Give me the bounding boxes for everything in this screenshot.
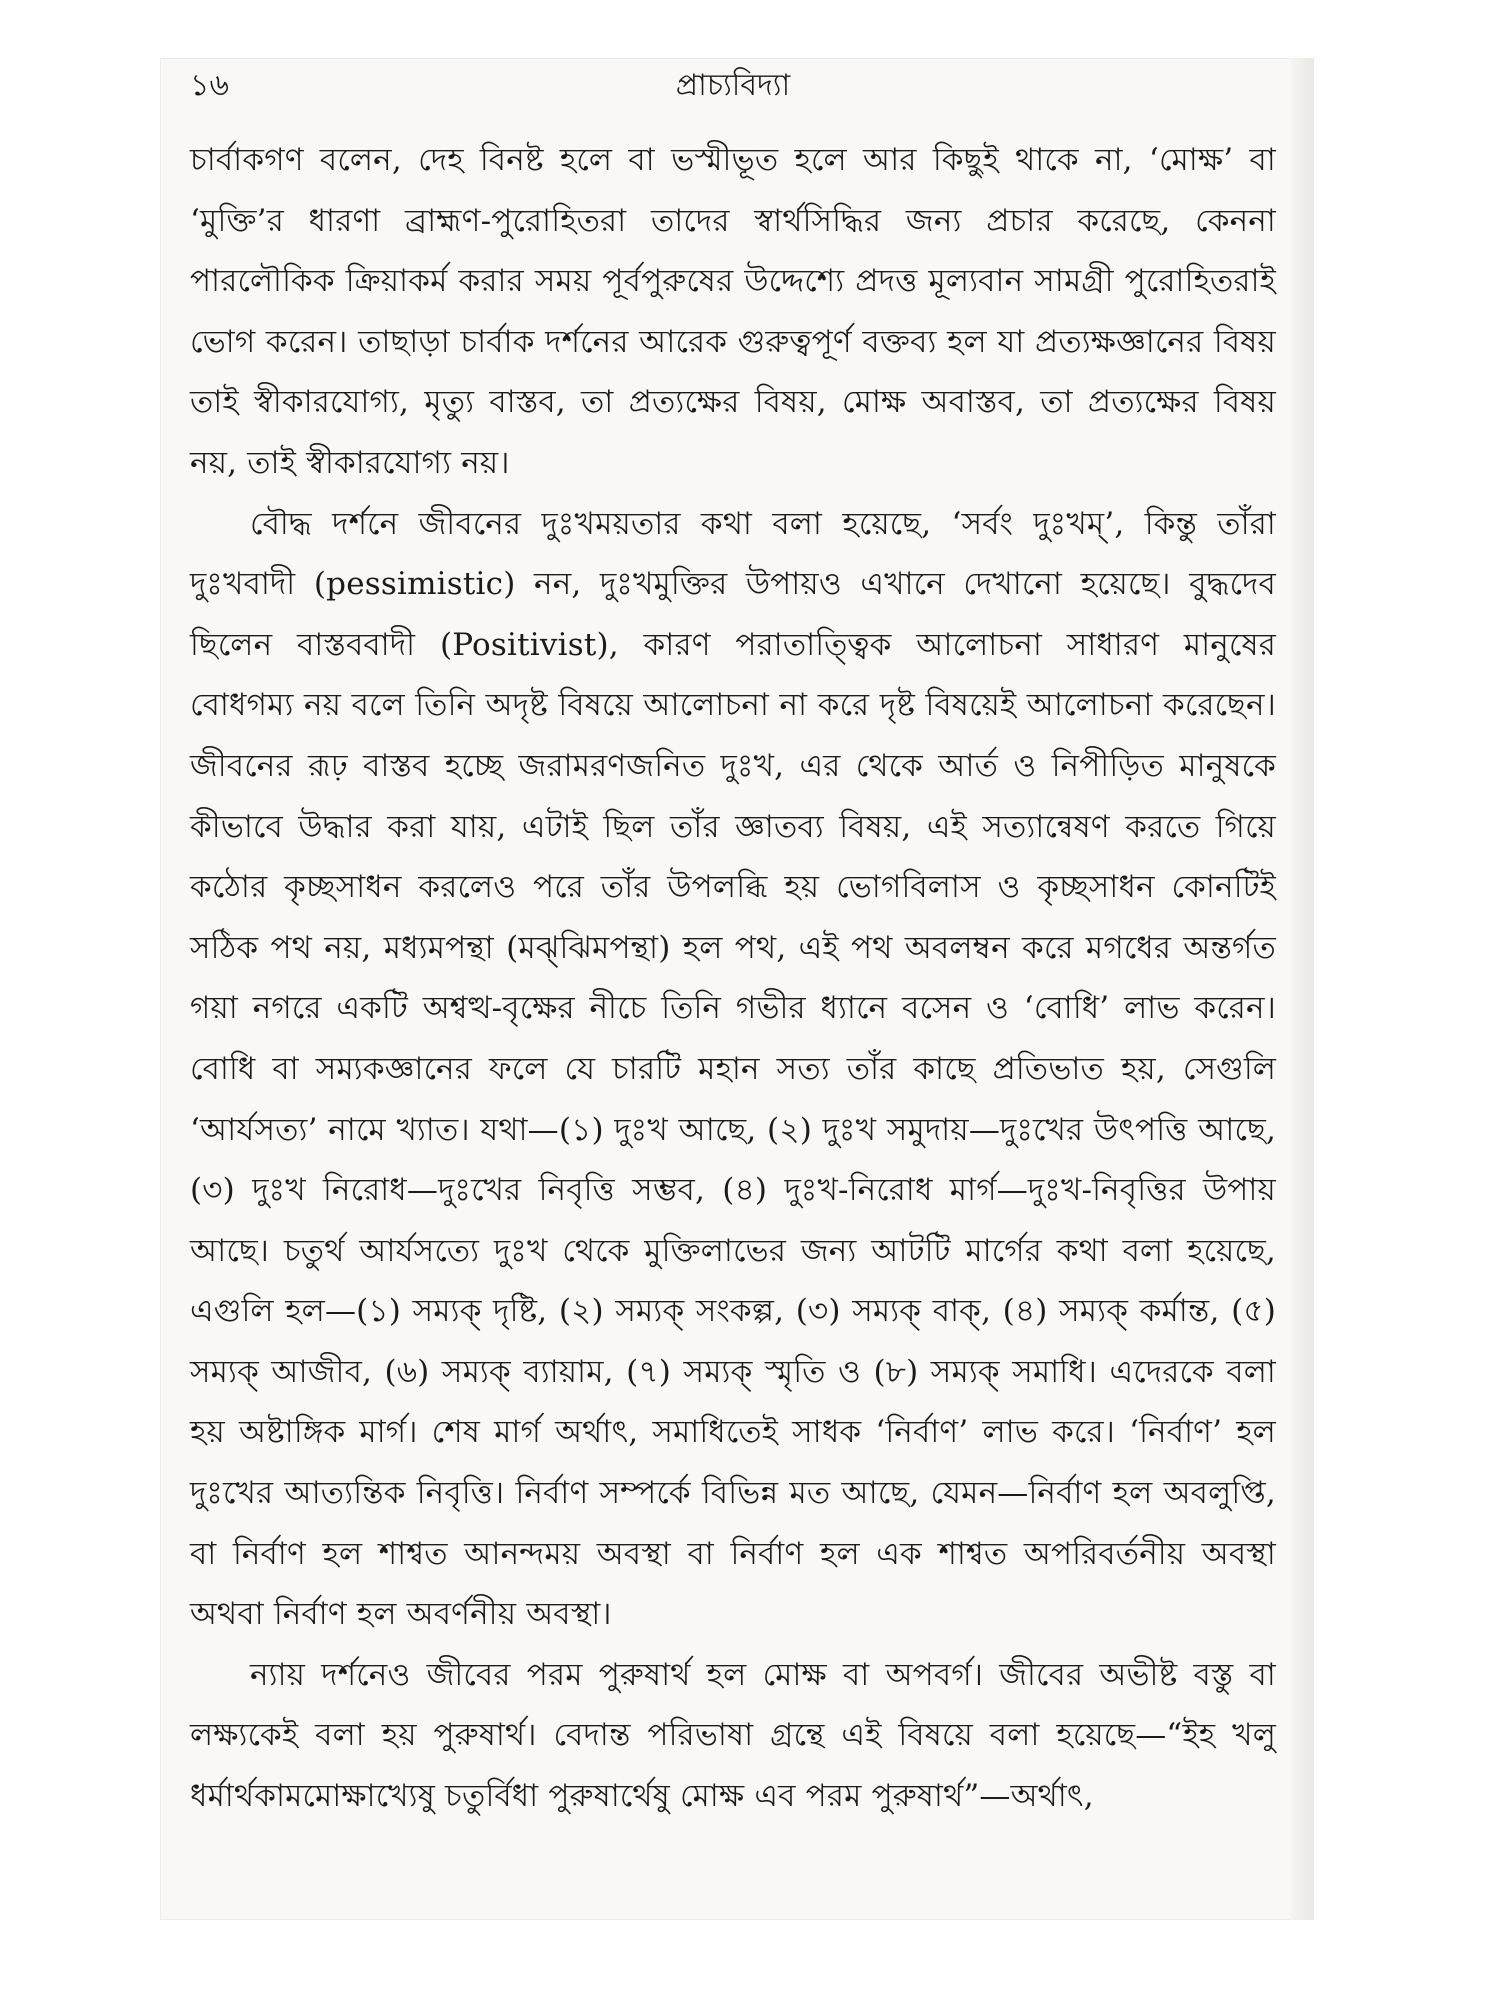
page-header — [190, 64, 1276, 108]
paragraph-charvaka: চার্বাকগণ বলেন, দেহ বিনষ্ট হলে বা ভস্মীভূত হলে আর কিছুই থাকে না, ‘মোক্ষ’ বা ‘মুক্তি’র ধারণা ব্রাহ্মণ-পুরোহিতরা তাদের স্বার্থসিদ্ধির জন্য প্রচার করেছে, কেননা পারলৌকিক ক্রিয়াকর্ম করার সময় পূর্বপুরুষের উদ্দেশ্যে প্রদত্ত মূল্যবান সামগ্রী পুরোহিতরাই ভোগ করেন। তাছাড়া চার্বাক দর্শনের আরেক গুরুত্বপূর্ণ বক্তব্য হল যা প্রত্যক্ষজ্ঞানের বিষয় তাই স্বীকারযোগ্য, মৃত্যু বাস্তব, তা প্রত্যক্ষের বিষয়, মোক্ষ অবাস্তব, তা প্রত্যক্ষের বিষয় নয়, তাই স্বীকারযোগ্য নয়। — [190, 142, 1276, 481]
page-number: ১৬ — [190, 68, 229, 103]
running-title: প্রাচ্যবিদ্যা — [675, 68, 791, 103]
book-page — [160, 58, 1310, 1920]
page-edge-shadow — [1290, 58, 1314, 1920]
paragraph-nyaya: ন্যায় দর্শনেও জীবের পরম পুরুষার্থ হল মোক্ষ বা অপবর্গ। জীবের অভীষ্ট বস্তু বা লক্ষ্যকেই বলা হয় পুরুষার্থ। বেদান্ত পরিভাষা গ্রন্থে এই বিষয়ে বলা হয়েছে—“ইহ খলু ধর্মার্থকামমোক্ষাখ্যেষু চতুর্বিধা পুরুষার্থেষু মোক্ষ এব পরম পুরুষার্থ”—অর্থাৎ, — [190, 1656, 1276, 1815]
paragraph-buddhist: বৌদ্ধ দর্শনে জীবনের দুঃখময়তার কথা বলা হয়েছে, ‘সর্বং দুঃখম্’, কিন্তু তাঁরা দুঃখবাদী (pessimistic) নন, দুঃখমুক্তির উপায়ও এখানে দেখানো হয়েছে। বুদ্ধদেব ছিলেন বাস্তববাদী (Positivist), কারণ পরাতাত্ত্বিক আলোচনা সাধারণ মানুষের বোধগম্য নয় বলে তিনি অদৃষ্ট বিষয়ে আলোচনা না করে দৃষ্ট বিষয়েই আলোচনা করেছেন। জীবনের রূঢ় বাস্তব হচ্ছে জরামরণজনিত দুঃখ, এর থেকে আর্ত ও নিপীড়িত মানুষকে কীভাবে উদ্ধার করা যায়, এটাই ছিল তাঁর জ্ঞাতব্য বিষয়, এই সত্যান্বেষণ করতে গিয়ে কঠোর কৃচ্ছসাধন করলেও পরে তাঁর উপলব্ধি হয় ভোগবিলাস ও কৃচ্ছসাধন কোনটিই সঠিক পথ নয়, মধ্যমপন্থা (মঝ্‌ঝিমপন্থা) হল পথ, এই পথ অবলম্বন করে মগধের অন্তর্গত গয়া নগরে একটি অশ্বত্থ-বৃক্ষের নীচে তিনি গভীর ধ্যানে বসেন ও ‘বোধি’ লাভ করেন। বোধি বা সম্যকজ্ঞানের ফলে যে চারটি মহান সত্য তাঁর কাছে প্রতিভাত হয়, সেগুলি ‘আর্যসত্য’ নামে খ্যাত। যথা—(১) দুঃখ আছে, (২) দুঃখ সমুদায়—দুঃখের উৎপত্তি আছে, (৩) দুঃখ নিরোধ—দুঃখের নিবৃত্তি সম্ভব, (৪) দুঃখ-নিরোধ মার্গ—দুঃখ-নিবৃত্তির উপায় আছে। চতুর্থ আর্যসত্যে দুঃখ থেকে মুক্তিলাভের জন্য আটটি মার্গের কথা বলা হয়েছে, এগুলি হল—(১) সম্যক্ দৃষ্টি, (২) সম্যক্ সংকল্প, (৩) সম্যক্ বাক্, (৪) সম্যক্ কর্মান্ত, (৫) সম্যক্ আজীব, (৬) সম্যক্ ব্যায়াম, (৭) সম্যক্ স্মৃতি ও (৮) সম্যক্ সমাধি। এদেরকে বলা হয় অষ্টাঙ্গিক মার্গ। শেষ মার্গ অর্থাৎ, সমাধিতেই সাধক ‘নির্বাণ’ লাভ করে। ‘নির্বাণ’ হল দুঃখের আত্যন্তিক নিবৃত্তি। নির্বাণ সম্পর্কে বিভিন্ন মত আছে, যেমন—নির্বাণ হল অবলুপ্তি, বা নির্বাণ হল শাশ্বত আনন্দময় অবস্থা বা নির্বাণ হল এক শাশ্বত অপরিবর্তনীয় অবস্থা অথবা নির্বাণ হল অবর্ণনীয় অবস্থা। — [190, 505, 1276, 1633]
body-text — [190, 130, 1276, 1827]
